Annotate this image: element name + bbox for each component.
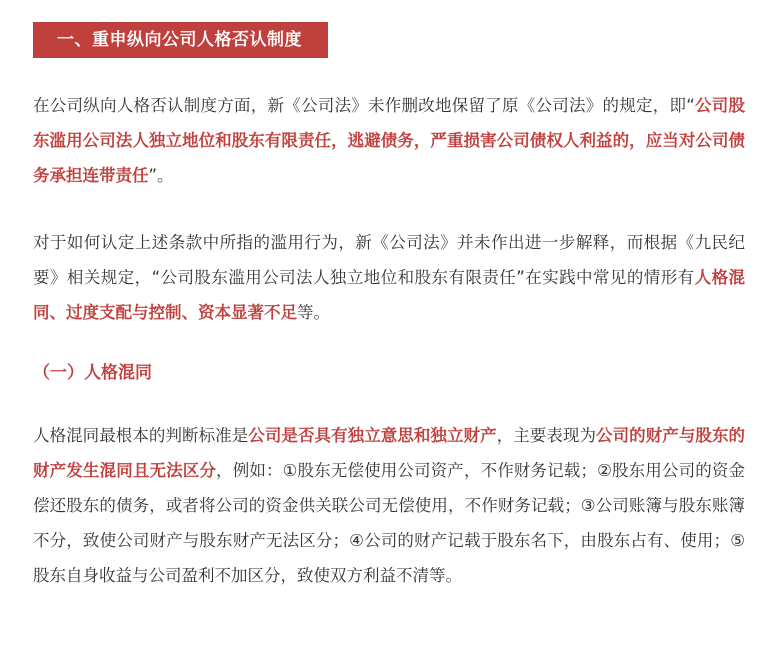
subheading: （一）人格混同 <box>33 363 152 383</box>
paragraph-3-highlight-1: 公司是否具有独立意思和独立财产 <box>248 426 497 445</box>
section-title-banner <box>33 22 328 58</box>
paragraph-3-text-a: 人格混同最根本的判断标准是 <box>33 426 249 445</box>
section-title-text: 一、重申纵向公司人格否认制度 <box>57 30 302 50</box>
paragraph-1-text-a: 在公司纵向人格否认制度方面，新《公司法》未作删改地保留了原《公司法》的规定，即“ <box>33 96 695 115</box>
paragraph-1 <box>33 88 745 193</box>
paragraph-3-text-c: ，例如：①股东无偿使用公司资产，不作财务记载；②股东用公司的资金偿还股东的债务，或者将公司的资金供关联公司无偿使用，不作财务记载；③公司账簿与股东账簿不分，致使公司财产与股东财产无法区分；④公司的财产记载于股东名下，由股东占有、使用；⑤股东自身收益与公司盈利不加区分，致使双方利益不清等。 <box>33 461 745 585</box>
paragraph-2-highlight: 人格混同、过度支配与控制、资本显著不足 <box>33 268 746 322</box>
paragraph-1-highlight: 公司股东滥用公司法人独立地位和股东有限责任，逃避债务，严重损害公司债权人利益的，应当对公司债务承担连带责任 <box>33 96 745 185</box>
paragraph-2-text-a: 对于如何认定上述条款中所指的滥用行为，新《公司法》并未作出进一步解释，而根据《九民纪要》相关规定，“公司股东滥用公司法人独立地位和股东有限责任”在实践中常见的情形有 <box>33 233 745 287</box>
paragraph-3-text-b: ，主要表现为 <box>496 426 597 445</box>
paragraph-3-highlight-2: 公司的财产与股东的财产发生混同且无法区分 <box>33 426 746 480</box>
paragraph-3 <box>33 418 745 593</box>
paragraph-2-text-b: 等。 <box>297 303 330 322</box>
paragraph-2 <box>33 225 745 330</box>
paragraph-1-text-b: ”。 <box>148 166 174 185</box>
